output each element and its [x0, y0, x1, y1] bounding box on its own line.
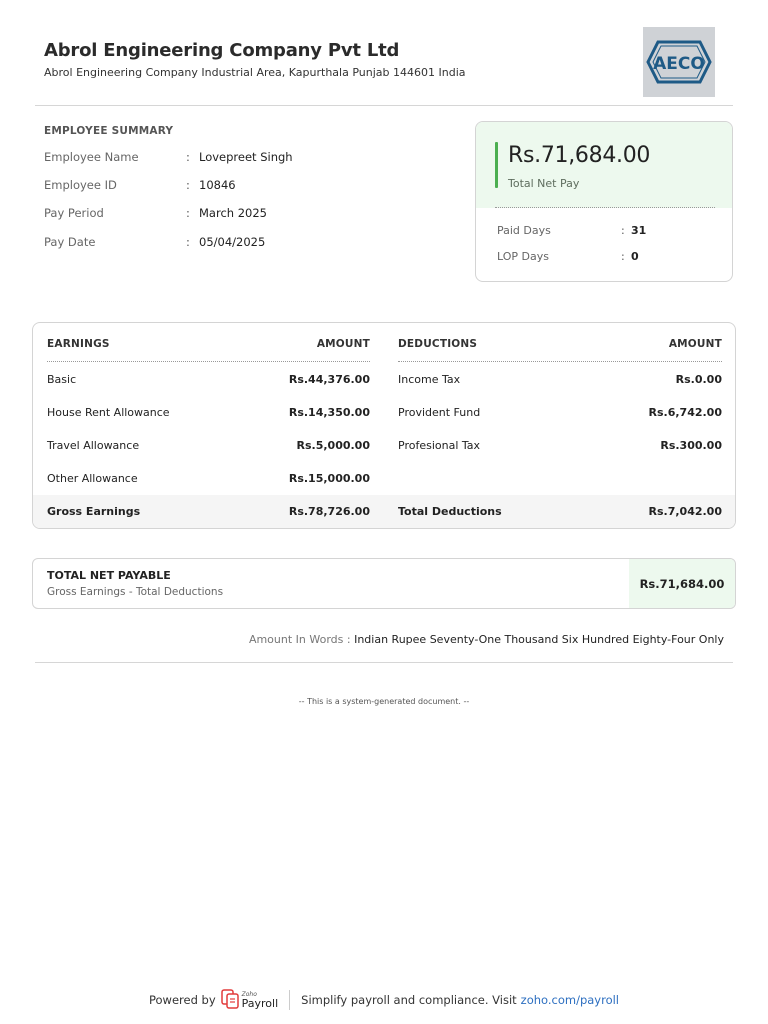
zoho-payroll-icon	[221, 989, 239, 1012]
paid-days-value: 31	[631, 224, 647, 237]
paid-days-label: Paid Days	[497, 224, 551, 237]
deduction-label: Income Tax	[398, 373, 461, 386]
summary-colon: :	[186, 206, 190, 220]
deductions-header-divider	[398, 361, 722, 362]
summary-label: Pay Date	[44, 235, 96, 249]
amount-in-words	[249, 633, 724, 646]
earnings-header: EARNINGS	[47, 338, 110, 350]
earning-label: Basic	[47, 373, 77, 386]
summary-colon: :	[186, 178, 190, 192]
days-colon: :	[621, 250, 625, 263]
employee-name-value: Lovepreet Singh	[199, 150, 293, 164]
deduction-amount: Rs.6,742.00	[648, 406, 722, 419]
footer-tagline: Simplify payroll and compliance. Visit	[301, 993, 517, 1007]
pay-period-value: March 2025	[199, 206, 267, 220]
deduction-label: Provident Fund	[398, 406, 481, 419]
summary-row-employee-name	[44, 150, 444, 166]
total-net-payable-highlight	[629, 559, 735, 608]
company-logo	[643, 27, 715, 97]
earnings-amount-header: AMOUNT	[316, 338, 370, 350]
deduction-amount: Rs.300.00	[660, 439, 722, 452]
deduction-label: Profesional Tax	[398, 439, 481, 452]
zoho-payroll-link[interactable]: zoho.com/payroll	[520, 993, 619, 1007]
earning-label: House Rent Allowance	[47, 406, 170, 419]
zoho-payroll-logo[interactable]	[221, 989, 279, 1012]
pay-date-value: 05/04/2025	[199, 235, 266, 249]
gross-earnings-label: Gross Earnings	[47, 505, 141, 518]
summary-row-pay-period	[44, 206, 444, 222]
powered-by-text: Powered by	[148, 993, 216, 1007]
zoho-brand-small: Zoho	[241, 990, 257, 998]
deductions-header: DEDUCTIONS	[398, 338, 478, 350]
summary-colon: :	[186, 235, 190, 249]
total-net-payable-amount: Rs.71,684.00	[639, 576, 725, 591]
footer-separator	[289, 990, 290, 1010]
logo-text: AECO	[653, 54, 705, 74]
earnings-header-divider	[47, 361, 370, 362]
employee-id-value: 10846	[199, 178, 236, 192]
employee-summary-title: EMPLOYEE SUMMARY	[44, 125, 174, 137]
total-net-payable-title: TOTAL NET PAYABLE	[47, 569, 171, 582]
deduction-amount: Rs.0.00	[675, 373, 722, 386]
net-pay-accent-bar	[495, 142, 498, 188]
header-divider	[35, 105, 733, 106]
earning-amount: Rs.15,000.00	[288, 472, 370, 485]
total-deductions-label: Total Deductions	[398, 505, 502, 518]
summary-label: Employee Name	[44, 150, 139, 164]
earning-label: Other Allowance	[47, 472, 138, 485]
earnings-deductions-table	[32, 322, 736, 529]
earning-label: Travel Allowance	[47, 439, 140, 452]
zoho-brand-name: Payroll	[241, 996, 279, 1010]
net-pay-card	[475, 121, 733, 282]
net-pay-label: Total Net Pay	[508, 177, 580, 190]
earning-amount: Rs.5,000.00	[296, 439, 370, 452]
net-pay-divider	[495, 207, 715, 208]
summary-label: Pay Period	[44, 206, 104, 220]
gross-earnings-amount: Rs.78,726.00	[288, 505, 370, 518]
system-generated-note: -- This is a system-generated document. --	[298, 697, 470, 706]
footer	[0, 988, 768, 1012]
deductions-amount-header: AMOUNT	[668, 338, 722, 350]
company-header	[44, 40, 724, 100]
total-deductions-amount: Rs.7,042.00	[648, 505, 722, 518]
summary-colon: :	[186, 150, 190, 164]
total-net-payable-subtitle: Gross Earnings - Total Deductions	[47, 586, 224, 598]
summary-row-pay-date	[44, 235, 444, 251]
words-divider	[35, 662, 733, 663]
earning-amount: Rs.44,376.00	[288, 373, 370, 386]
lop-days-value: 0	[631, 250, 639, 263]
days-colon: :	[621, 224, 625, 237]
amount-in-words-value: Indian Rupee Seventy-One Thousand Six Hundred Eighty-Four Only	[354, 633, 724, 646]
summary-label: Employee ID	[44, 178, 117, 192]
amount-in-words-label: Amount In Words :	[248, 633, 351, 646]
lop-days-label: LOP Days	[497, 250, 549, 263]
total-net-payable-box	[32, 558, 736, 609]
employee-summary	[44, 125, 444, 249]
net-pay-amount: Rs.71,684.00	[508, 143, 651, 168]
company-name: Abrol Engineering Company Pvt Ltd	[44, 40, 400, 61]
company-address: Abrol Engineering Company Industrial Area, Kapurthala Punjab 144601 India	[44, 66, 466, 79]
earning-amount: Rs.14,350.00	[288, 406, 370, 419]
summary-row-employee-id	[44, 178, 444, 194]
